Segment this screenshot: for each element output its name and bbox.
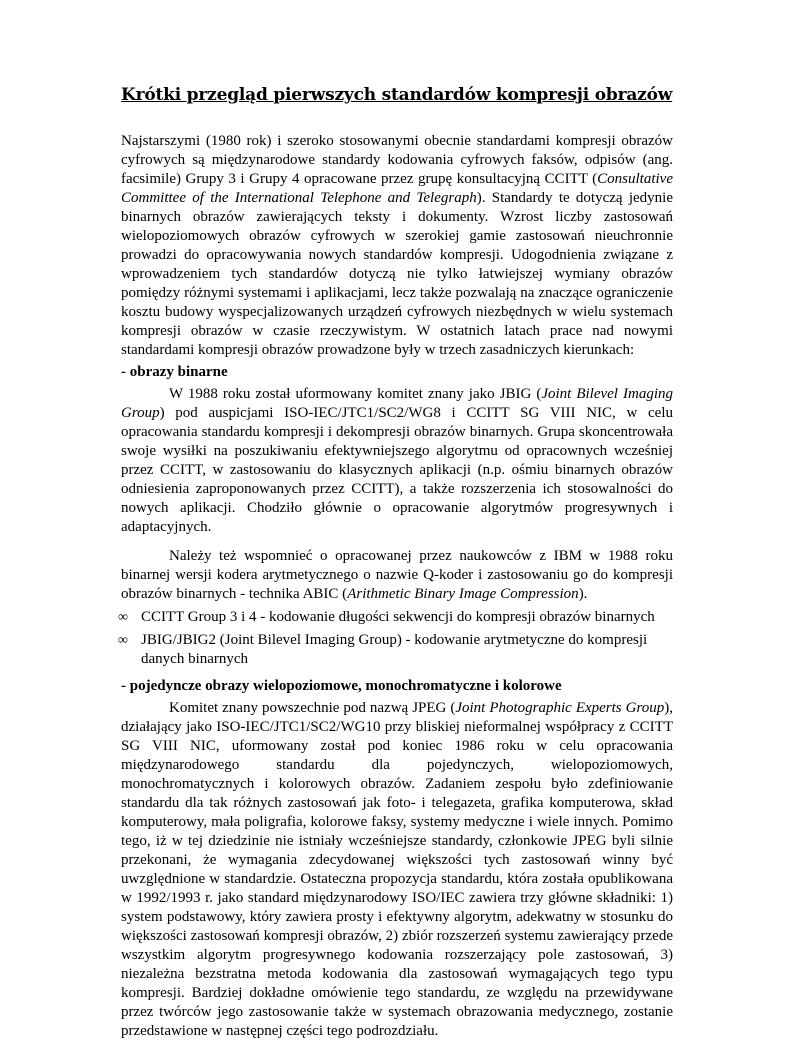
binary-p1-italic: Joint Bilevel Imaging Group: [121, 386, 673, 421]
list-item-line-continued: danych binarnych: [141, 651, 249, 667]
binary-p2-part1: Należy też wspomnieć o opracowanej przez naukowców z IBM w 1988 roku binarnej wersji kodera arytmetycznego o nazwie Q-koder i zastosowaniu go do kompresji obrazów binarnych - technika ABIC (: [121, 548, 673, 602]
section-heading-multilevel: - pojedyncze obrazy wielopoziomowe, monochromatyczne i kolorowe: [121, 678, 562, 694]
infinity-bullet-icon: ∞: [118, 610, 128, 625]
multilevel-p1-part2: ), działający jako ISO-IEC/JTC1/SC2/WG10 przy bliskiej nieformalnej współpracy z CCITT SG VIII NIC, uformowany został pod koniec 1986 roku w celu opracowania międzynarodowego standardu dla pojedynczych, wielopoziomowych, monochromatycznych i kolorowych obrazów. Zadaniem zespołu było zdefiniowanie standardu dla tak różnych zastosowań jak foto- i telegazeta, grafika komputerowa, skład komputerowy, mała poligrafia, kolorowe faksy, systemy medyczne i wiele innych. Pomimo tego, iż w tej dziedzinie nie istniały wcześniejsze standardy, członkowie JPEG byli silnie przekonani, że wymagania zdecydowanej większości tych zastosowań winny być uwzględnione w standardzie. Ostateczna propozycja standardu, która została opublikowana w 1992/1993 r. jako standard międzynarodowy ISO/IEC zawiera trzy główne składniki: 1) system podstawowy, który zawiera prosty i efektywny algorytm, adekwatny w stosunku do większości zastosowań kompresji obrazów, 2) zbiór rozszerzeń systemu zawierający przede wszystkim algorytm progresywnego kodowania rozszerzający pole zastosowań, 3) niezależna bezstratna metoda kodowania dla zastosowań wymagających tego typu kompresji. Bardziej dokładne omówienie tego standardu, ze względu na przewidywane przez twórców jego zastosowanie także w systemach obrazowania medycznego, zostanie przedstawione w następnej części tego podrozdziału.: [121, 700, 673, 1039]
intro-text-part2: ). Standardy te dotyczą jedynie binarnych obrazów zawierających teksty i dokumenty. Wzrost liczby zastosowań wielopoziomowych obrazów cyfrowych w szerokiej gamie zastosowań nieuchronnie prowadzi do opracowywania nowych standardów kompresji. Udogodnienia związane z wprowadzeniem tych standardów dotyczą nie tylko łatwiejszej wymiany obrazów pomiędzy różnymi systemami i aplikacjami, lecz także pozwalają na znaczące ograniczenie kosztu budowy wyspecjalizowanych urządzeń cyfrowych niezbędnych w wielu systemach kompresji obrazów w czasie rzeczywistym. W ostatnich latach prace nad nowymi standardami kompresji obrazów prowadzone były w trzech zasadniczych kierunkach:: [121, 190, 673, 358]
document-title: Krótki przegląd pierwszych standardów kompresji obrazów: [121, 85, 673, 105]
binary-p2-part2: ).: [578, 586, 588, 602]
binary-p1-part2: ) pod auspicjami ISO-IEC/JTC1/SC2/WG8 i CCITT SG VIII NIC, w celu opracowania standardu kompresji i dekompresji obrazów binarnych. Grupa skoncentrowała swoje wysiłki na poszukiwaniu efektywniejszego algorytmu od opracownych wcześniej przez CCITT, w zastosowaniu do klasycznych aplikacji (n.p. ośmiu binarnych obrazów odniesienia zaproponowanych przez CCITT), a także rozszerzenia ich stosowalności do nowych aplikacji. Chodziło głównie o opracowanie algorytmów progresywnych i adaptacyjnych.: [121, 405, 673, 535]
multilevel-p1-italic: Joint Photographic Experts Group: [455, 700, 665, 716]
binary-p1-part1: W 1988 roku został uformowany komitet znany jako JBIG (: [169, 386, 542, 402]
list-item: [118, 608, 673, 627]
infinity-bullet-icon: ∞: [118, 633, 128, 648]
intro-paragraph: [121, 132, 673, 360]
intro-italic-term: Consultative Committee of the International Telephone and Telegraph: [121, 171, 673, 206]
section-heading-binary: - obrazy binarne: [121, 364, 228, 380]
binary-p2-italic: Arithmetic Binary Image Compression: [347, 586, 579, 602]
list-item-line: CCITT Group 3 i 4 - kodowanie długości sekwencji do kompresji obrazów binarnych: [141, 609, 655, 625]
binary-paragraph-2: [121, 547, 673, 604]
list-item: [118, 631, 673, 669]
list-item-text: [141, 631, 673, 669]
binary-paragraph-1: [121, 385, 673, 537]
list-item-line: JBIG/JBIG2 (Joint Bilevel Imaging Group) - kodowanie arytmetyczne do kompresji: [141, 632, 648, 648]
standards-list: [118, 608, 673, 669]
intro-text-part1: Najstarszymi (1980 rok) i szeroko stosowanymi obecnie standardami kompresji obrazów cyfrowych są międzynarodowe standardy kodowania cyfrowych faksów, odpisów (ang. facsimile) Grupy 3 i Grupy 4 opracowane przez grupę konsultacyjną CCITT (: [121, 133, 673, 187]
multilevel-paragraph-1: [121, 699, 673, 1041]
list-item-text: [141, 608, 673, 627]
document-page: [118, 84, 673, 1041]
multilevel-p1-part1: Komitet znany powszechnie pod nazwą JPEG (: [169, 700, 456, 716]
